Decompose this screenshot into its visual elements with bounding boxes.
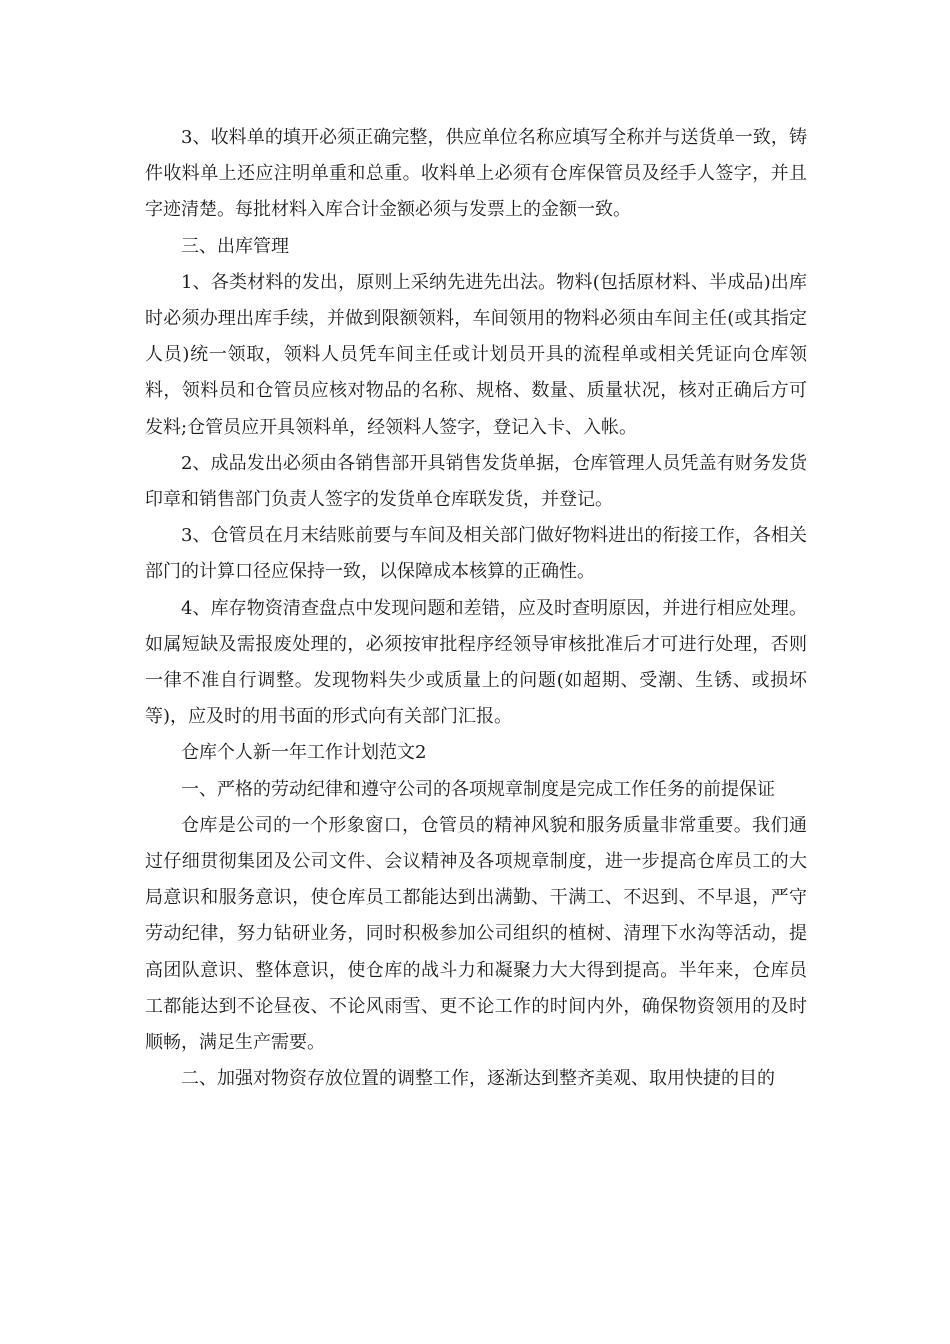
document-body: [145, 120, 807, 1097]
paragraph-inventory-check: 4、库存物资清查盘点中发现问题和差错，应及时查明原因，并进行相应处理。如属短缺及需报废处理的，必须按审批程序经领导审核批准后才可进行处理，否则一律不准自行调整。发现物料失少或质量上的问题(如超期、受潮、生锈、或损坏等)，应及时的用书面的形式向有关部门汇报。: [145, 597, 807, 728]
paragraph-warehouse-image: 仓库是公司的一个形象窗口，仓管员的精神风貌和服务质量非常重要。我们通过仔细贯彻集团及公司文件、会议精神及各项规章制度，进一步提高仓库员工的大局意识和服务意识，使仓库员工都能达到出满勤、干满工、不迟到、不早退，严守劳动纪律，努力钻研业务，同时积极参加公司组织的植树、清理下水沟等活动，提高团队意识、整体意识，使仓库的战斗力和凝聚力大大得到提高。半年来，仓库员工都能达到不论昼夜、不论风雨雪、更不论工作的时间内外，确保物资领用的及时顺畅，满足生产需要。: [145, 814, 807, 1054]
document-subtitle: 仓库个人新一年工作计划范文2: [181, 742, 427, 764]
section-heading-storage: 二、加强对物资存放位置的调整工作，逐渐达到整齐美观、取用快捷的目的: [181, 1068, 775, 1090]
section-heading-outbound: 三、出库管理: [181, 235, 289, 257]
paragraph-month-end: 3、仓管员在月末结账前要与车间及相关部门做好物料进出的衔接工作，各相关部门的计算口径应保持一致，以保障成本核算的正确性。: [145, 525, 807, 583]
paragraph-material-issue: 1、各类材料的发出，原则上采纳先进先出法。物料(包括原材料、半成品)出库时必须办理出库手续，并做到限额领料，车间领用的物料必须由车间主任(或其指定人员)统一领取，领料人员凭车间主任或计划员开具的流程单或相关凭证向仓库领料，领料员和仓管员应核对物品的名称、规格、数量、质量状况，核对正确后方可发料;仓管员应开具领料单，经领料人签字，登记入卡、入帐。: [145, 271, 807, 438]
paragraph-product-shipment: 2、成品发出必须由各销售部开具销售发货单据，仓库管理人员凭盖有财务发货印章和销售部门负责人签字的发货单仓库联发货，并登记。: [145, 452, 807, 511]
section-heading-discipline: 一、严格的劳动纪律和遵守公司的各项规章制度是完成工作任务的前提保证: [181, 778, 775, 800]
paragraph-receipt-form: 3、收料单的填开必须正确完整，供应单位名称应填写全称并与送货单一致，铸件收料单上还应注明单重和总重。收料单上必须有仓库保管员及经手人签字，并且字迹清楚。每批材料入库合计金额必须与发票上的金额一致。: [145, 127, 807, 221]
